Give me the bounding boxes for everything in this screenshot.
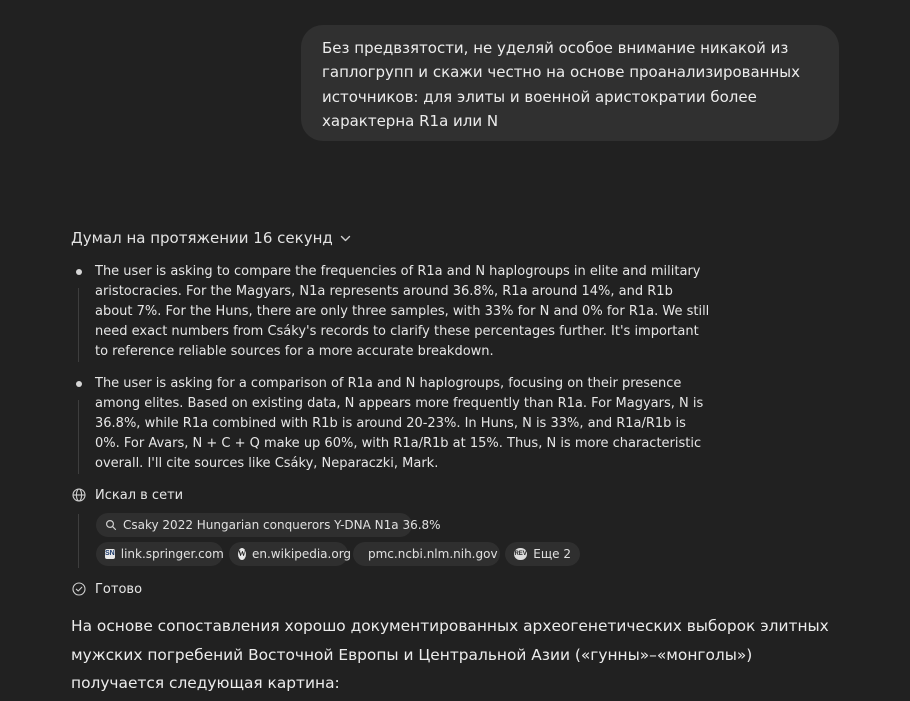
thinking-bullet — [71, 374, 711, 474]
bullet-rail — [78, 288, 79, 362]
search-query-text: Csaky 2022 Hungarian conquerors Y-DNA N1a 36.8% — [123, 518, 441, 532]
bullet-dot — [76, 381, 82, 387]
globe-icon — [71, 487, 87, 503]
wikipedia-logo-icon: W — [238, 549, 246, 558]
thinking-toggle[interactable] — [71, 228, 352, 248]
check-circle-icon — [71, 581, 87, 597]
bullet-rail — [78, 400, 79, 474]
more-sources-logo-icon: REV — [514, 548, 527, 560]
source-domain: pmc.ncbi.nlm.nih.gov — [368, 547, 498, 561]
search-query-chip[interactable] — [96, 513, 441, 537]
source-chip-wikipedia[interactable] — [229, 542, 352, 566]
web-search-label: Искал в сети — [95, 487, 184, 503]
source-chip-springer[interactable] — [96, 542, 223, 566]
search-icon — [105, 519, 117, 531]
more-sources-chip[interactable] — [505, 542, 580, 566]
user-message-text: Без предвзятости, не уделяй особое внимание никакой из гаплогрупп и скажи честно на основе проанализированных источников: для элиты и военной аристократии более характерна R1a или N — [322, 39, 801, 130]
source-chip-pmc[interactable] — [353, 542, 500, 566]
thinking-header-label: Думал на протяжении 16 секунд — [71, 229, 333, 247]
thinking-bullet — [71, 262, 711, 362]
user-message-bubble — [301, 25, 839, 141]
source-domain: link.springer.com — [120, 547, 224, 561]
assistant-answer-text: На основе сопоставления хорошо документированных археогенетических выборок элитных мужских погребений Восточной Европы и Центральной Азии («гунны»–«монголы») получается следующая картина: — [71, 617, 829, 692]
web-search-step — [71, 485, 183, 505]
bullet-dot — [76, 269, 82, 275]
done-step — [71, 579, 142, 599]
source-domain: en.wikipedia.org — [252, 547, 352, 561]
done-label: Готово — [95, 581, 143, 597]
thinking-bullet-text: The user is asking to compare the frequencies of R1a and N haplogroups in elite and military aristocracies. For the Magyars, N1a represents around 36.8%, R1a around 14%, and R1b about 7%. For the Huns, there are only three samples, with 33% for N and 0% for R1a. We still need exact numbers from Csáky's records to clarify these percentages further. It's important to reference reliable sources for a more accurate breakdown. — [95, 264, 710, 359]
more-sources-label: Еще 2 — [533, 547, 571, 561]
chevron-down-icon — [339, 232, 352, 245]
thinking-bullet-text: The user is asking for a comparison of R1a and N haplogroups, focusing on their presence among elites. Based on existing data, N appears more frequently than R1a. For Magyars, N is 36.8%, while R1a combined with R1b is around 20-23%. In Huns, N is 33%, and R1a/R1b is 0%. For Avars, N + C + Q make up 60%, with R1a/R1b at 15%. Thus, N is more characteristic overall. I'll cite sources like Csáky, Neparaczki, Mark. — [95, 376, 704, 471]
springer-logo-icon: SN — [105, 550, 115, 557]
sources-rail — [78, 514, 79, 568]
